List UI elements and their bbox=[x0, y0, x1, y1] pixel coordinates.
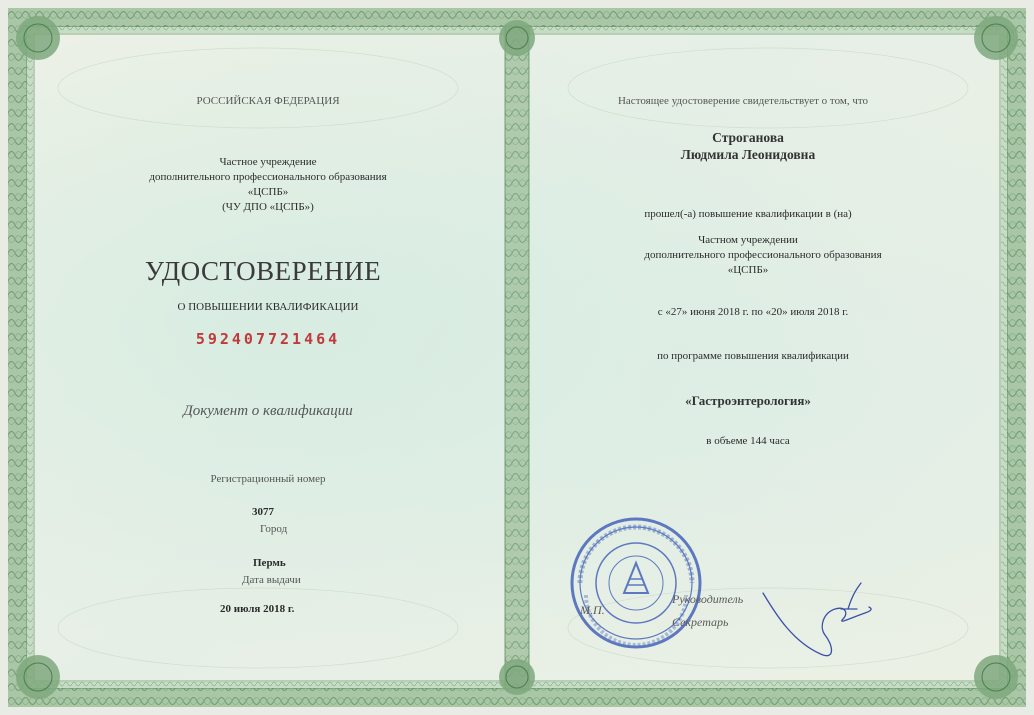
institution-line-3: «ЦСПБ» bbox=[727, 264, 769, 276]
issuer-line-4: (ЧУ ДПО «ЦСПБ») bbox=[222, 201, 314, 213]
certificate-number: 592407721464 bbox=[195, 330, 341, 348]
holder-surname: Строганова bbox=[712, 130, 784, 145]
program-intro: по программе повышения квалификации bbox=[657, 350, 849, 362]
issue-date-label: Дата выдачи bbox=[242, 574, 301, 586]
document-title: УДОСТОВЕРЕНИЕ bbox=[144, 256, 382, 286]
completion-text: прошел(-а) повышение квалификации в (на) bbox=[644, 208, 852, 220]
document-subtitle: О ПОВЫШЕНИИ КВАЛИФИКАЦИИ bbox=[177, 301, 359, 313]
secretary-label: Секретарь bbox=[672, 615, 729, 629]
issuer-line-1: Частное учреждение bbox=[219, 156, 317, 168]
round-seal-icon bbox=[566, 513, 706, 653]
registration-label: Регистрационный номер bbox=[210, 473, 326, 485]
city-label: Город bbox=[260, 523, 288, 535]
program-name: «Гастроэнтерология» bbox=[685, 393, 811, 408]
intro-text: Настоящее удостоверение свидетельствует о том, что bbox=[617, 95, 869, 107]
institution-line-1: Частном учреждении bbox=[698, 234, 798, 246]
document-type: Документ о квалификации bbox=[183, 403, 353, 419]
city-value: Пермь bbox=[253, 557, 286, 569]
handwritten-signature-icon bbox=[753, 573, 883, 668]
issuer-line-3: «ЦСПБ» bbox=[247, 186, 289, 198]
head-label: Руководитель bbox=[672, 592, 744, 606]
stamp-mark: М.П. bbox=[580, 603, 605, 617]
issue-date: 20 июля 2018 г. bbox=[220, 603, 295, 615]
issuer-line-2: дополнительного профессионального образования bbox=[149, 171, 387, 183]
training-period: с «27» июня 2018 г. по «20» июля 2018 г. bbox=[657, 306, 849, 318]
institution-line-2: дополнительного профессионального образования bbox=[644, 249, 882, 261]
certificate-paper bbox=[8, 8, 1026, 707]
holder-given-names: Людмила Леонидовна bbox=[680, 147, 816, 162]
country-name: РОССИЙСКАЯ ФЕДЕРАЦИЯ bbox=[196, 95, 340, 107]
registration-number: 3077 bbox=[252, 506, 274, 518]
training-volume: в объеме 144 часа bbox=[706, 435, 790, 447]
